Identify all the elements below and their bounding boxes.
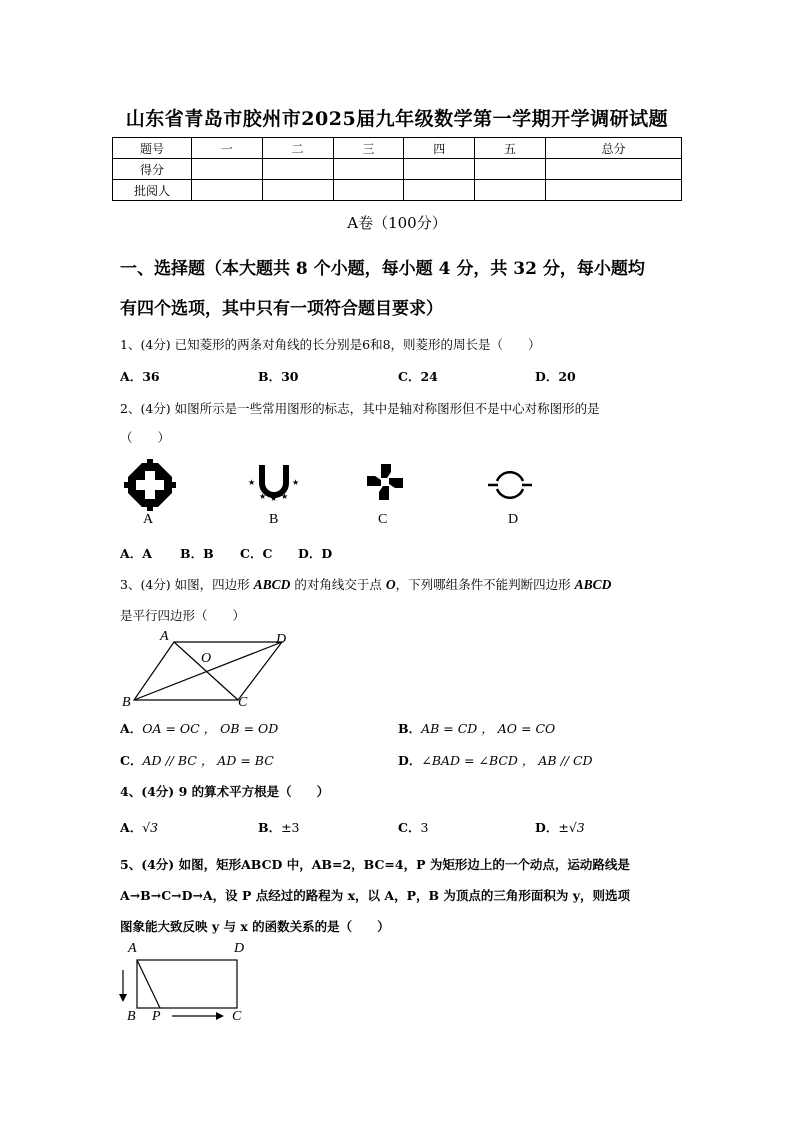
q2-figure-label-a: A: [143, 512, 154, 527]
q2-option-a[interactable]: A．A: [120, 546, 152, 561]
table-cell[interactable]: [404, 180, 475, 201]
table-cell[interactable]: [192, 180, 263, 201]
section-a-heading: A卷（100分）: [347, 214, 447, 232]
logo-c-icon: [367, 464, 403, 500]
q2-figures: [120, 455, 560, 535]
q5-stem-line1: 5、(4分) 如图，矩形ABCD 中，AB=2，BC=4，P 为矩形边上的一个动点，运动路线是: [120, 857, 630, 872]
q3-label-b: B: [122, 695, 131, 710]
score-table: [112, 137, 682, 201]
q5-stem-line2: A→B→C→D→A，设 P 点经过的路程为 x，以 A，P，B 为顶点的三角形面积为 y，则选项: [120, 888, 631, 903]
q5-label-p: P: [152, 1009, 161, 1024]
table-cell: 题号: [113, 138, 192, 159]
table-cell: 批阅人: [113, 180, 192, 201]
logo-d-icon: [488, 472, 532, 498]
svg-text:★: ★: [292, 478, 300, 487]
table-cell: 四: [404, 138, 475, 159]
q5-label-b: B: [127, 1009, 136, 1024]
table-cell: 二: [262, 138, 333, 159]
q2-figure-label-d: D: [508, 512, 519, 527]
part1-heading-line2: 有四个选项，其中只有一项符合题目要求）: [120, 299, 443, 319]
q3-stem-line2: 是平行四边形（ ）: [120, 608, 246, 623]
q3-option-d[interactable]: D．∠BAD = ∠BCD ， AB // CD: [398, 753, 593, 768]
q1-option-c[interactable]: C．24: [398, 369, 438, 384]
svg-text:★: ★: [270, 494, 278, 503]
q3-label-d: D: [276, 632, 287, 647]
q3-stem-line1: 3、(4分) 如图，四边形 ABCD 的对角线交于点 O，下列哪组条件不能判断四边形 ABCD: [120, 577, 612, 592]
table-cell: 三: [333, 138, 404, 159]
table-cell[interactable]: [475, 159, 546, 180]
q5-stem-line3: 图象能大致反映 y 与 x 的函数关系的是（ ）: [120, 919, 390, 934]
svg-text:★: ★: [259, 492, 267, 501]
table-cell[interactable]: [192, 159, 263, 180]
q4-option-c[interactable]: C．3: [398, 820, 429, 835]
q2-option-d[interactable]: D．D: [298, 546, 333, 561]
q4-option-b[interactable]: B．±3: [258, 820, 300, 835]
q2-option-b[interactable]: B．B: [180, 546, 214, 561]
table-cell: 五: [475, 138, 546, 159]
q5-label-c: C: [232, 1009, 242, 1024]
table-cell: 一: [192, 138, 263, 159]
table-cell[interactable]: [262, 180, 333, 201]
table-cell[interactable]: [333, 159, 404, 180]
q1-option-a[interactable]: A．36: [120, 369, 160, 384]
q3-option-b[interactable]: B．AB = CD ， AO = CO: [398, 721, 556, 736]
q2-figure-label-b: B: [269, 512, 279, 527]
q1-option-d[interactable]: D．20: [535, 369, 576, 384]
table-row: [113, 180, 682, 201]
table-cell: 总分: [545, 138, 681, 159]
q4-stem: 4、(4分) 9 的算术平方根是（ ）: [120, 784, 330, 799]
table-cell[interactable]: [262, 159, 333, 180]
table-row: [113, 138, 682, 159]
logo-a-icon: [124, 459, 176, 511]
q1-stem: 1、(4分) 已知菱形的两条对角线的长分别是6和8，则菱形的周长是（ ）: [120, 337, 541, 352]
q2-option-c[interactable]: C．C: [240, 546, 273, 561]
q4-option-a[interactable]: A．√3: [120, 820, 159, 835]
q3-option-a[interactable]: A．OA = OC ， OB = OD: [120, 721, 279, 736]
svg-text:★: ★: [281, 492, 289, 501]
table-cell[interactable]: [404, 159, 475, 180]
q1-option-b[interactable]: B．30: [258, 369, 299, 384]
q4-option-d[interactable]: D．±√3: [535, 820, 585, 835]
exam-title: 山东省青岛市胶州市2025届九年级数学第一学期开学调研试题: [125, 108, 669, 130]
svg-text:★: ★: [248, 478, 256, 487]
q3-label-a: A: [160, 629, 169, 644]
q2-stem-line2: （ ）: [120, 430, 171, 445]
q5-label-a: A: [128, 941, 137, 956]
table-cell[interactable]: [333, 180, 404, 201]
q3-option-c[interactable]: C．AD // BC ， AD = BC: [120, 753, 274, 768]
logo-b-icon: [248, 465, 299, 503]
q5-label-d: D: [234, 941, 245, 956]
q2-figure-label-c: C: [378, 512, 388, 527]
q3-label-c: C: [238, 695, 248, 710]
table-cell[interactable]: [545, 180, 681, 201]
q3-label-o: O: [201, 651, 212, 666]
table-cell[interactable]: [545, 159, 681, 180]
q3-parallelogram-figure: [120, 630, 300, 710]
table-row: [113, 159, 682, 180]
table-cell: 得分: [113, 159, 192, 180]
table-cell[interactable]: [475, 180, 546, 201]
part1-heading-line1: 一、选择题（本大题共 8 个小题，每小题 4 分，共 32 分，每小题均: [120, 259, 645, 279]
q2-stem-line1: 2、(4分) 如图所示是一些常用图形的标志，其中是轴对称图形但不是中心对称图形的是: [120, 401, 600, 416]
